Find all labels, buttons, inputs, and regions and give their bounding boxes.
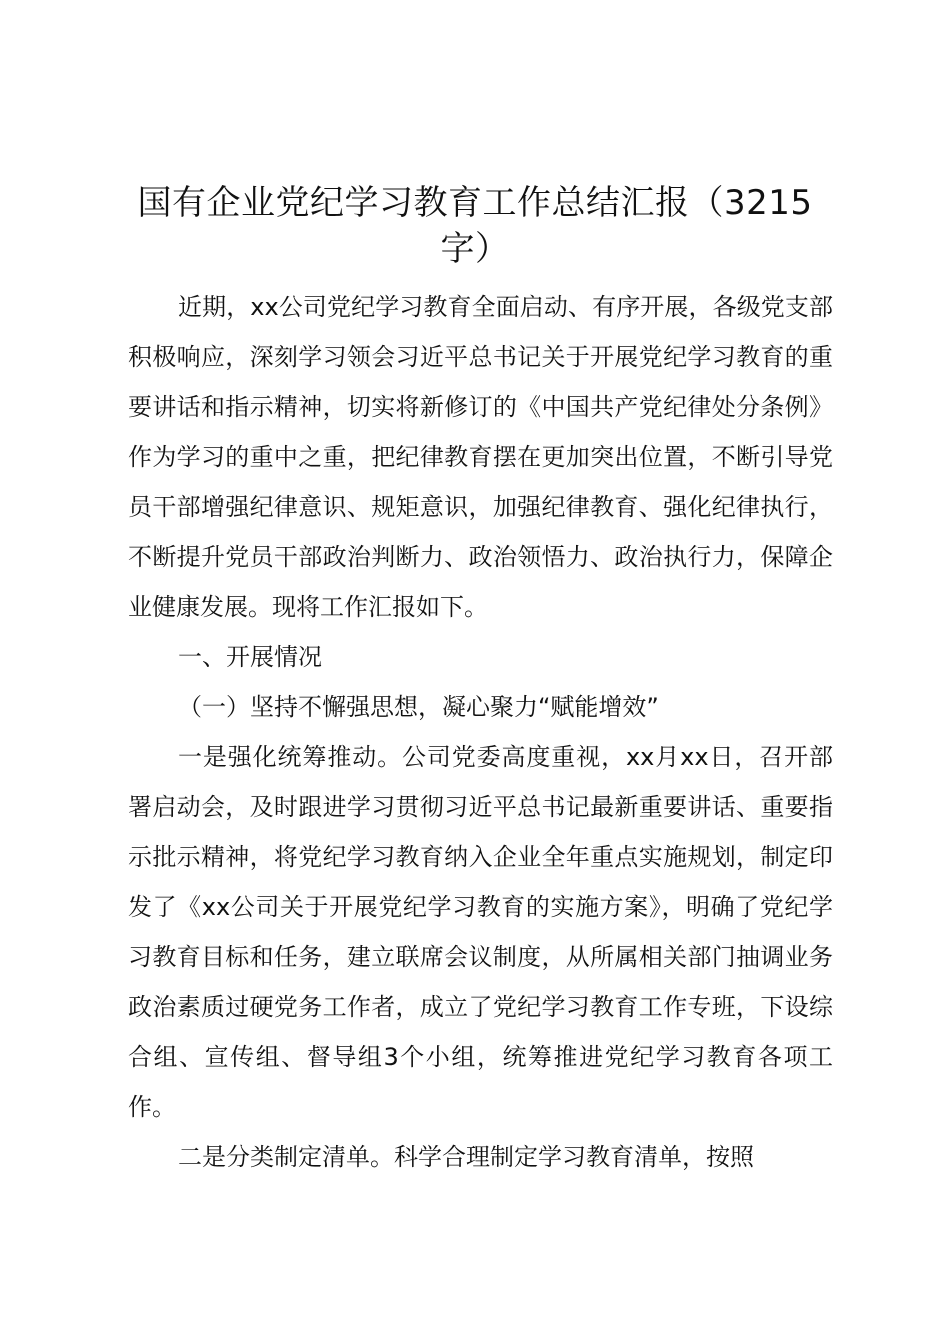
document-body xyxy=(128,282,833,1182)
section-heading: 一、开展情况 xyxy=(178,643,322,671)
intro-paragraph: 近期，xx公司党纪学习教育全面启动、有序开展，各级党支部积极响应，深刻学习领会习近平总书记关于开展党纪学习教育的重要讲话和指示精神，切实将新修订的《中国共产党纪律处分条例》作为学习的重中之重，把纪律教育摆在更加突出位置，不断引导党员干部增强纪律意识、规矩意识，加强纪律教育、强化纪律执行，不断提升党员干部政治判断力、政治领悟力、政治执行力，保障企业健康发展。现将工作汇报如下。 xyxy=(128,293,833,621)
body-paragraph: 二是分类制定清单。科学合理制定学习教育清单，按照 xyxy=(178,1143,754,1171)
document-title: 国有企业党纪学习教育工作总结汇报（3215字） xyxy=(137,183,813,269)
body-paragraph: 一是强化统筹推动。公司党委高度重视，xx月xx日，召开部署启动会，及时跟进学习贯彻习近平总书记最新重要讲话、重要指示批示精神，将党纪学习教育纳入企业全年重点实施规划，制定印发了《xx公司关于开展党纪学习教育的实施方案》，明确了党纪学习教育目标和任务，建立联席会议制度，从所属相关部门抽调业务政治素质过硬党务工作者，成立了党纪学习教育工作专班，下设综合组、宣传组、督导组3个小组，统筹推进党纪学习教育各项工作。 xyxy=(128,743,833,1121)
subsection-heading: （一）坚持不懈强思想，凝心聚力“赋能增效” xyxy=(178,693,659,721)
